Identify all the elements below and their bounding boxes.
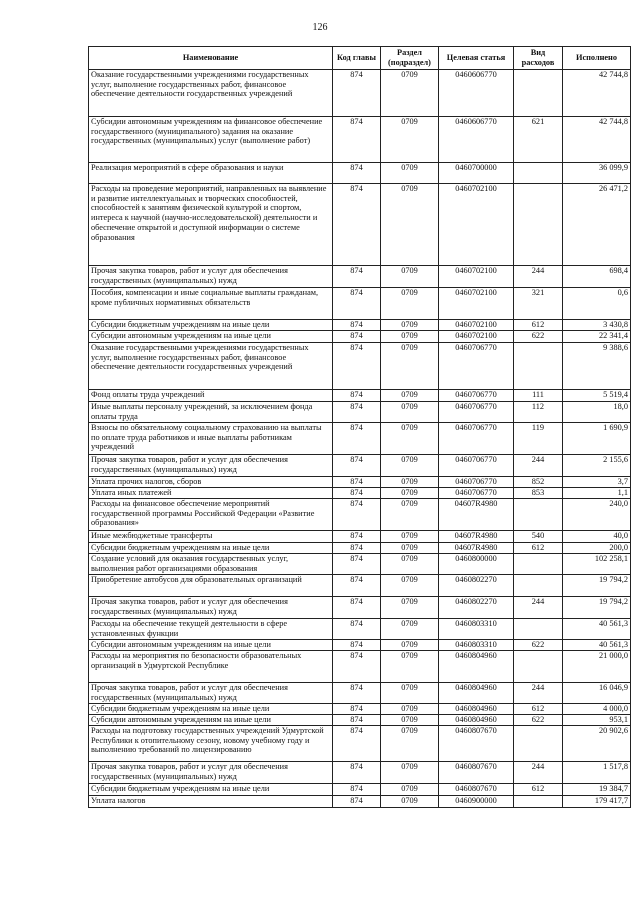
- cell-code: 874: [333, 554, 381, 575]
- cell-section: 0709: [381, 455, 439, 477]
- cell-type: 244: [514, 762, 563, 784]
- cell-name: Пособия, компенсации и иные социальные выплаты гражданам, кроме публичных нормативных обязательств: [89, 288, 333, 320]
- cell-code: 874: [333, 784, 381, 796]
- cell-name: Прочая закупка товаров, работ и услуг для обеспечения государственных (муниципальных) нужд: [89, 455, 333, 477]
- cell-name: Прочая закупка товаров, работ и услуг для обеспечения государственных (муниципальных) нужд: [89, 597, 333, 619]
- cell-section: 0709: [381, 423, 439, 455]
- cell-type: 622: [514, 331, 563, 343]
- cell-name: Расходы на проведение мероприятий, направленных на выявление и развитие интеллектуальных и творческих способностей, способностей к занятиям физической культурой и спортом, интереса к научной (научно-исследовательской) деятельности и обеспечение открытой и доступной информации о системе образования: [89, 184, 333, 266]
- cell-target: 0460800000: [439, 554, 514, 575]
- cell-name: Создание условий для оказания государственных услуг, выполнения работ организациями образования: [89, 554, 333, 575]
- cell-section: 0709: [381, 619, 439, 640]
- table-row: [89, 288, 631, 320]
- cell-total: 3,7: [563, 477, 631, 488]
- table-row: [89, 531, 631, 543]
- cell-total: 240,0: [563, 499, 631, 531]
- cell-name: Уплата прочих налогов, сборов: [89, 477, 333, 488]
- cell-type: [514, 184, 563, 266]
- cell-code: 874: [333, 726, 381, 762]
- cell-section: 0709: [381, 683, 439, 704]
- cell-total: 16 046,9: [563, 683, 631, 704]
- cell-code: 874: [333, 640, 381, 651]
- cell-total: 19 794,2: [563, 575, 631, 597]
- cell-code: 874: [333, 117, 381, 163]
- cell-target: 04607R4980: [439, 499, 514, 531]
- cell-name: Иные межбюджетные трансферты: [89, 531, 333, 543]
- cell-total: 179 417,7: [563, 796, 631, 808]
- cell-section: 0709: [381, 651, 439, 683]
- cell-section: 0709: [381, 554, 439, 575]
- cell-code: 874: [333, 499, 381, 531]
- cell-code: 874: [333, 184, 381, 266]
- cell-name: Уплата налогов: [89, 796, 333, 808]
- cell-type: [514, 343, 563, 390]
- cell-code: 874: [333, 70, 381, 117]
- cell-total: 20 902,6: [563, 726, 631, 762]
- cell-target: 0460804960: [439, 651, 514, 683]
- table-row: [89, 762, 631, 784]
- cell-target: 0460702100: [439, 184, 514, 266]
- table-row: [89, 704, 631, 715]
- cell-type: 612: [514, 543, 563, 554]
- table-row: [89, 184, 631, 266]
- cell-target: 0460706770: [439, 423, 514, 455]
- cell-section: 0709: [381, 762, 439, 784]
- cell-target: 04607R4980: [439, 531, 514, 543]
- cell-name: Прочая закупка товаров, работ и услуг для обеспечения государственных (муниципальных) нужд: [89, 266, 333, 288]
- table-row: [89, 619, 631, 640]
- cell-section: 0709: [381, 597, 439, 619]
- cell-type: 119: [514, 423, 563, 455]
- cell-type: 622: [514, 715, 563, 726]
- cell-section: 0709: [381, 343, 439, 390]
- cell-name: Уплата иных платежей: [89, 488, 333, 499]
- cell-type: 112: [514, 402, 563, 423]
- cell-total: 21 000,0: [563, 651, 631, 683]
- table-row: [89, 499, 631, 531]
- cell-name: Реализация мероприятий в сфере образования и науки: [89, 163, 333, 184]
- cell-target: 0460802270: [439, 575, 514, 597]
- cell-section: 0709: [381, 331, 439, 343]
- cell-section: 0709: [381, 320, 439, 331]
- cell-total: 953,1: [563, 715, 631, 726]
- cell-code: 874: [333, 575, 381, 597]
- cell-code: 874: [333, 455, 381, 477]
- cell-target: 0460706770: [439, 455, 514, 477]
- cell-target: 0460706770: [439, 402, 514, 423]
- cell-name: Субсидии автономным учреждениям на финансовое обеспечение государственного (муниципального) задания на оказание государственных (муниципальных) услуг (выполнение работ): [89, 117, 333, 163]
- cell-type: [514, 499, 563, 531]
- cell-target: 0460807670: [439, 784, 514, 796]
- header-type: Вид расходов: [514, 47, 563, 70]
- cell-type: [514, 575, 563, 597]
- cell-name: Субсидии автономным учреждениям на иные цели: [89, 640, 333, 651]
- cell-target: 0460702100: [439, 331, 514, 343]
- table-row: [89, 423, 631, 455]
- cell-section: 0709: [381, 575, 439, 597]
- cell-type: [514, 796, 563, 808]
- cell-target: 0460606770: [439, 117, 514, 163]
- cell-name: Субсидии бюджетным учреждениям на иные цели: [89, 320, 333, 331]
- cell-name: Прочая закупка товаров, работ и услуг для обеспечения государственных (муниципальных) нужд: [89, 762, 333, 784]
- cell-target: 0460803310: [439, 619, 514, 640]
- cell-code: 874: [333, 163, 381, 184]
- budget-execution-table: [88, 46, 631, 808]
- cell-name: Фонд оплаты труда учреждений: [89, 390, 333, 402]
- cell-name: Взносы по обязательному социальному страхованию на выплаты по оплате труда работников и иные выплаты работникам учреждений: [89, 423, 333, 455]
- cell-code: 874: [333, 331, 381, 343]
- cell-total: 4 000,0: [563, 704, 631, 715]
- cell-code: 874: [333, 390, 381, 402]
- cell-section: 0709: [381, 543, 439, 554]
- cell-type: [514, 163, 563, 184]
- cell-target: 0460700000: [439, 163, 514, 184]
- cell-name: Приобретение автобусов для образовательных организаций: [89, 575, 333, 597]
- cell-total: 102 258,1: [563, 554, 631, 575]
- cell-target: 0460802270: [439, 597, 514, 619]
- cell-type: 321: [514, 288, 563, 320]
- cell-total: 0,6: [563, 288, 631, 320]
- cell-section: 0709: [381, 163, 439, 184]
- cell-type: 612: [514, 320, 563, 331]
- cell-target: 0460706770: [439, 488, 514, 499]
- cell-code: 874: [333, 288, 381, 320]
- cell-section: 0709: [381, 531, 439, 543]
- cell-target: 0460803310: [439, 640, 514, 651]
- cell-code: 874: [333, 423, 381, 455]
- cell-name: Расходы на обеспечение текущей деятельности в сфере установленных функции: [89, 619, 333, 640]
- cell-code: 874: [333, 597, 381, 619]
- cell-total: 200,0: [563, 543, 631, 554]
- cell-section: 0709: [381, 715, 439, 726]
- table-row: [89, 796, 631, 808]
- header-total: Исполнено: [563, 47, 631, 70]
- table-row: [89, 651, 631, 683]
- cell-name: Субсидии бюджетным учреждениям на иные цели: [89, 543, 333, 554]
- cell-total: 2 155,6: [563, 455, 631, 477]
- cell-name: Расходы на мероприятия по безопасности образовательных организаций в Удмуртской Республике: [89, 651, 333, 683]
- cell-section: 0709: [381, 726, 439, 762]
- cell-total: 26 471,2: [563, 184, 631, 266]
- table-row: [89, 70, 631, 117]
- cell-section: 0709: [381, 784, 439, 796]
- cell-section: 0709: [381, 477, 439, 488]
- cell-name: Расходы на финансовое обеспечение мероприятий государственной программы Российской Федерации «Развитие образования»: [89, 499, 333, 531]
- cell-total: 36 099,9: [563, 163, 631, 184]
- cell-target: 0460706770: [439, 477, 514, 488]
- table-row: [89, 477, 631, 488]
- table-row: [89, 343, 631, 390]
- cell-section: 0709: [381, 402, 439, 423]
- cell-section: 0709: [381, 640, 439, 651]
- cell-target: 0460807670: [439, 762, 514, 784]
- table-row: [89, 726, 631, 762]
- cell-total: 9 388,6: [563, 343, 631, 390]
- cell-section: 0709: [381, 390, 439, 402]
- cell-total: 698,4: [563, 266, 631, 288]
- table-row: [89, 715, 631, 726]
- table-row: [89, 488, 631, 499]
- cell-code: 874: [333, 715, 381, 726]
- cell-target: 0460702100: [439, 320, 514, 331]
- cell-type: 853: [514, 488, 563, 499]
- table-row: [89, 640, 631, 651]
- cell-type: 244: [514, 683, 563, 704]
- table-row: [89, 784, 631, 796]
- cell-type: [514, 70, 563, 117]
- cell-code: 874: [333, 488, 381, 499]
- cell-section: 0709: [381, 704, 439, 715]
- cell-code: 874: [333, 266, 381, 288]
- table-row: [89, 331, 631, 343]
- cell-type: [514, 554, 563, 575]
- cell-name: Субсидии автономным учреждениям на иные цели: [89, 715, 333, 726]
- cell-target: 0460804960: [439, 715, 514, 726]
- cell-name: Иные выплаты персоналу учреждений, за исключением фонда оплаты труда: [89, 402, 333, 423]
- table-row: [89, 597, 631, 619]
- cell-total: 3 430,8: [563, 320, 631, 331]
- cell-total: 40 561,3: [563, 640, 631, 651]
- cell-target: 0460804960: [439, 704, 514, 715]
- cell-name: Субсидии бюджетным учреждениям на иные цели: [89, 784, 333, 796]
- cell-type: [514, 726, 563, 762]
- cell-section: 0709: [381, 117, 439, 163]
- cell-total: 40 561,3: [563, 619, 631, 640]
- table-row: [89, 543, 631, 554]
- table-row: [89, 390, 631, 402]
- header-target: Целевая статья: [439, 47, 514, 70]
- cell-name: Расходы на подготовку государственных учреждений Удмуртской Республики к отопительному сезону, новому учебному году и выполнению требований по лицензированию: [89, 726, 333, 762]
- cell-type: 244: [514, 455, 563, 477]
- cell-code: 874: [333, 704, 381, 715]
- cell-target: 0460706770: [439, 390, 514, 402]
- cell-code: 874: [333, 619, 381, 640]
- cell-target: 0460702100: [439, 266, 514, 288]
- cell-total: 22 341,4: [563, 331, 631, 343]
- header-section: Раздел (подраздел): [381, 47, 439, 70]
- cell-section: 0709: [381, 288, 439, 320]
- cell-total: 42 744,8: [563, 117, 631, 163]
- cell-section: 0709: [381, 70, 439, 117]
- cell-section: 0709: [381, 499, 439, 531]
- cell-code: 874: [333, 651, 381, 683]
- table-row: [89, 455, 631, 477]
- cell-target: 0460804960: [439, 683, 514, 704]
- cell-type: 622: [514, 640, 563, 651]
- cell-code: 874: [333, 796, 381, 808]
- cell-type: 111: [514, 390, 563, 402]
- cell-type: 612: [514, 784, 563, 796]
- cell-name: Субсидии автономным учреждениям на иные цели: [89, 331, 333, 343]
- cell-section: 0709: [381, 796, 439, 808]
- cell-total: 40,0: [563, 531, 631, 543]
- table-body: [89, 70, 631, 808]
- cell-name: Субсидии бюджетным учреждениям на иные цели: [89, 704, 333, 715]
- cell-code: 874: [333, 543, 381, 554]
- cell-type: [514, 619, 563, 640]
- cell-code: 874: [333, 343, 381, 390]
- cell-code: 874: [333, 762, 381, 784]
- cell-total: 1 690,9: [563, 423, 631, 455]
- table-header-row: [89, 47, 631, 70]
- cell-type: 612: [514, 704, 563, 715]
- cell-type: 540: [514, 531, 563, 543]
- table-row: [89, 402, 631, 423]
- cell-type: 244: [514, 266, 563, 288]
- cell-code: 874: [333, 320, 381, 331]
- cell-type: 852: [514, 477, 563, 488]
- cell-target: 0460807670: [439, 726, 514, 762]
- cell-section: 0709: [381, 184, 439, 266]
- cell-code: 874: [333, 402, 381, 423]
- cell-total: 19 384,7: [563, 784, 631, 796]
- cell-section: 0709: [381, 488, 439, 499]
- cell-total: 42 744,8: [563, 70, 631, 117]
- table-row: [89, 683, 631, 704]
- cell-target: 0460606770: [439, 70, 514, 117]
- cell-code: 874: [333, 531, 381, 543]
- cell-code: 874: [333, 477, 381, 488]
- table-row: [89, 163, 631, 184]
- cell-section: 0709: [381, 266, 439, 288]
- cell-type: 621: [514, 117, 563, 163]
- cell-total: 1 517,8: [563, 762, 631, 784]
- header-name: Наименование: [89, 47, 333, 70]
- cell-total: 19 794,2: [563, 597, 631, 619]
- cell-total: 5 519,4: [563, 390, 631, 402]
- header-code: Код главы: [333, 47, 381, 70]
- table-row: [89, 575, 631, 597]
- cell-code: 874: [333, 683, 381, 704]
- table-row: [89, 266, 631, 288]
- cell-total: 18,0: [563, 402, 631, 423]
- cell-type: 244: [514, 597, 563, 619]
- cell-type: [514, 651, 563, 683]
- page-number: 126: [312, 22, 328, 33]
- cell-total: 1,1: [563, 488, 631, 499]
- table-row: [89, 320, 631, 331]
- cell-target: 04607R4980: [439, 543, 514, 554]
- table-row: [89, 554, 631, 575]
- table-row: [89, 117, 631, 163]
- cell-target: 0460900000: [439, 796, 514, 808]
- cell-name: Прочая закупка товаров, работ и услуг для обеспечения государственных (муниципальных) нужд: [89, 683, 333, 704]
- cell-target: 0460706770: [439, 343, 514, 390]
- cell-target: 0460702100: [439, 288, 514, 320]
- cell-name: Оказание государственными учреждениями государственных услуг, выполнение государственных работ, финансовое обеспечение деятельности государственных учреждений: [89, 70, 333, 117]
- cell-name: Оказание государственными учреждениями государственных услуг, выполнение государственных работ, финансовое обеспечение деятельности государственных учреждений: [89, 343, 333, 390]
